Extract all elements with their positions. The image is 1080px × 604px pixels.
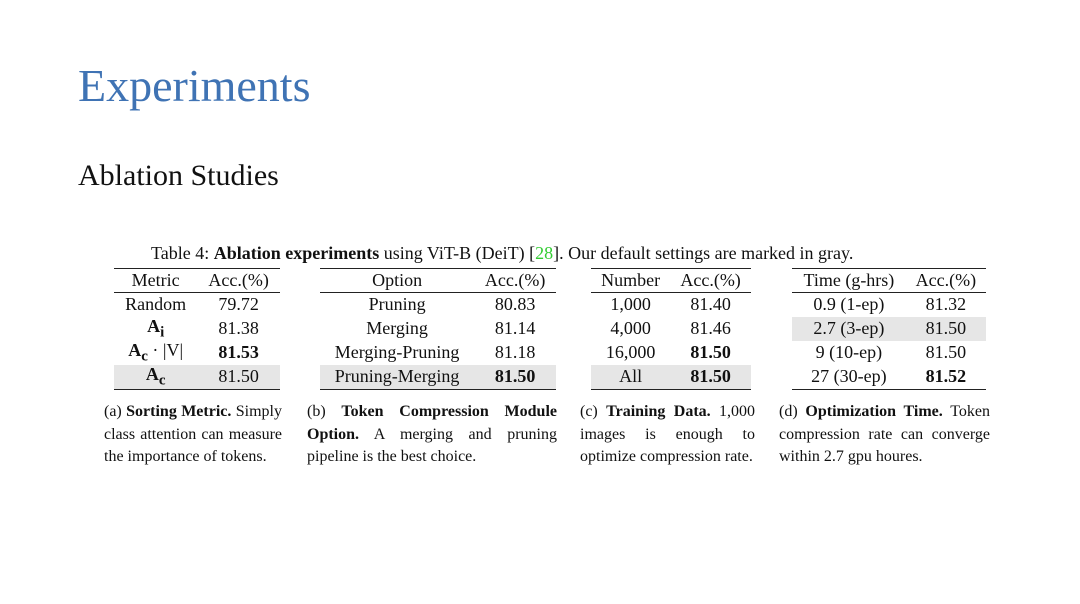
caption-text: Token compression rate can converge within 2.7 gpu houres. [779, 403, 991, 465]
acc-cell: 81.14 [494, 318, 536, 339]
subtable-caption-c [580, 401, 755, 469]
metric-cell [114, 365, 197, 390]
metric-symbol: A [147, 316, 161, 336]
table-row [591, 293, 751, 318]
citation-link[interactable]: 28 [535, 243, 554, 263]
table-header-row [591, 269, 751, 293]
column-header-time: Time (g-hrs) [792, 269, 906, 293]
acc-cell: 81.50 [197, 365, 280, 390]
table-caption-text-b: ]. Our default settings are marked in gray. [553, 243, 854, 263]
acc-cell: 81.50 [906, 317, 986, 341]
table-row [792, 365, 986, 390]
table-row [320, 317, 556, 341]
acc-cell: 81.52 [925, 366, 967, 387]
table-caption [151, 243, 853, 265]
caption-bold: Token Compression Module Option. [307, 403, 557, 443]
metric-rest: · |V| [147, 340, 184, 361]
table-label: Table 4: [151, 243, 210, 263]
caption-text: 1,000 images is enough to optimize compression rate. [580, 403, 755, 465]
table-row [320, 341, 556, 365]
metric-cell: Random [125, 294, 187, 315]
table-title: Ablation experiments [213, 243, 380, 263]
acc-cell: 81.50 [670, 365, 751, 390]
time-cell: 0.9 (1-ep) [813, 294, 885, 315]
time-cell: 2.7 (3-ep) [792, 317, 906, 341]
caption-prefix: (d) [779, 403, 806, 420]
number-cell: 16,000 [605, 342, 656, 363]
subtable-training-data [591, 268, 751, 390]
table-row [792, 293, 986, 318]
acc-cell: 81.18 [494, 342, 536, 363]
metric-subscript: c [141, 348, 148, 365]
metric-cell [114, 341, 197, 365]
slide-title: Experiments [78, 60, 311, 111]
table-row [114, 293, 280, 318]
column-header-metric: Metric [114, 269, 197, 293]
acc-cell: 81.38 [218, 318, 259, 339]
column-header-acc: Acc.(%) [197, 269, 280, 293]
metric-symbol: A [128, 340, 142, 361]
caption-text: Simply class attention can measure the importance of tokens. [104, 403, 282, 465]
acc-cell: 79.72 [218, 294, 259, 315]
subtable-optimization-time [792, 268, 986, 390]
column-header-acc: Acc.(%) [474, 269, 556, 293]
table-row [114, 317, 280, 341]
slide-subtitle: Ablation Studies [78, 159, 279, 192]
caption-prefix: (a) [104, 403, 127, 420]
option-cell: Pruning [368, 294, 426, 315]
table-header-row [792, 269, 986, 293]
table-row [591, 317, 751, 341]
column-header-acc: Acc.(%) [906, 269, 986, 293]
number-cell: All [591, 365, 670, 390]
acc-cell: 81.32 [925, 294, 967, 315]
acc-cell: 81.50 [925, 342, 967, 363]
metric-cell [114, 317, 197, 341]
number-cell: 1,000 [610, 294, 651, 315]
subtable-caption-d [779, 401, 990, 469]
time-cell: 9 (10-ep) [815, 342, 883, 363]
subtable-caption-a [104, 401, 282, 469]
column-header-number: Number [591, 269, 670, 293]
subtable-compression-module [320, 268, 556, 390]
table-header-row [320, 269, 556, 293]
acc-cell: 81.50 [474, 365, 556, 390]
acc-cell: 81.53 [218, 342, 259, 363]
metric-subscript: i [160, 324, 165, 341]
caption-bold: Training Data. [606, 403, 711, 420]
caption-bold: Sorting Metric. [126, 403, 232, 420]
acc-cell: 81.40 [690, 294, 731, 315]
subtable-caption-b [307, 401, 557, 469]
column-header-option: Option [320, 269, 474, 293]
metric-symbol: A [145, 364, 159, 385]
caption-prefix: (b) [307, 403, 342, 420]
option-cell: Pruning-Merging [320, 365, 474, 390]
acc-cell: 81.50 [690, 342, 731, 363]
table-row-default [320, 365, 556, 390]
subtable-sorting-metric [114, 268, 280, 390]
time-cell: 27 (30-ep) [811, 366, 887, 387]
table-row [792, 341, 986, 365]
table-row [591, 341, 751, 365]
table-row [320, 293, 556, 318]
acc-cell: 80.83 [494, 294, 536, 315]
table-row-default [792, 317, 986, 341]
caption-bold: Optimization Time. [805, 403, 943, 420]
table-row-default [591, 365, 751, 390]
table-header-row [114, 269, 280, 293]
column-header-acc: Acc.(%) [670, 269, 751, 293]
table-row [114, 341, 280, 365]
caption-text: A merging and pruning pipeline is the best choice. [307, 425, 557, 465]
acc-cell: 81.46 [690, 318, 731, 339]
option-cell: Merging-Pruning [334, 342, 460, 363]
table-caption-text-a: using ViT-B (DeiT) [ [379, 243, 536, 263]
metric-subscript: c [158, 372, 166, 389]
number-cell: 4,000 [610, 318, 651, 339]
option-cell: Merging [366, 318, 428, 339]
caption-prefix: (c) [580, 403, 607, 420]
table-row-default [114, 365, 280, 390]
